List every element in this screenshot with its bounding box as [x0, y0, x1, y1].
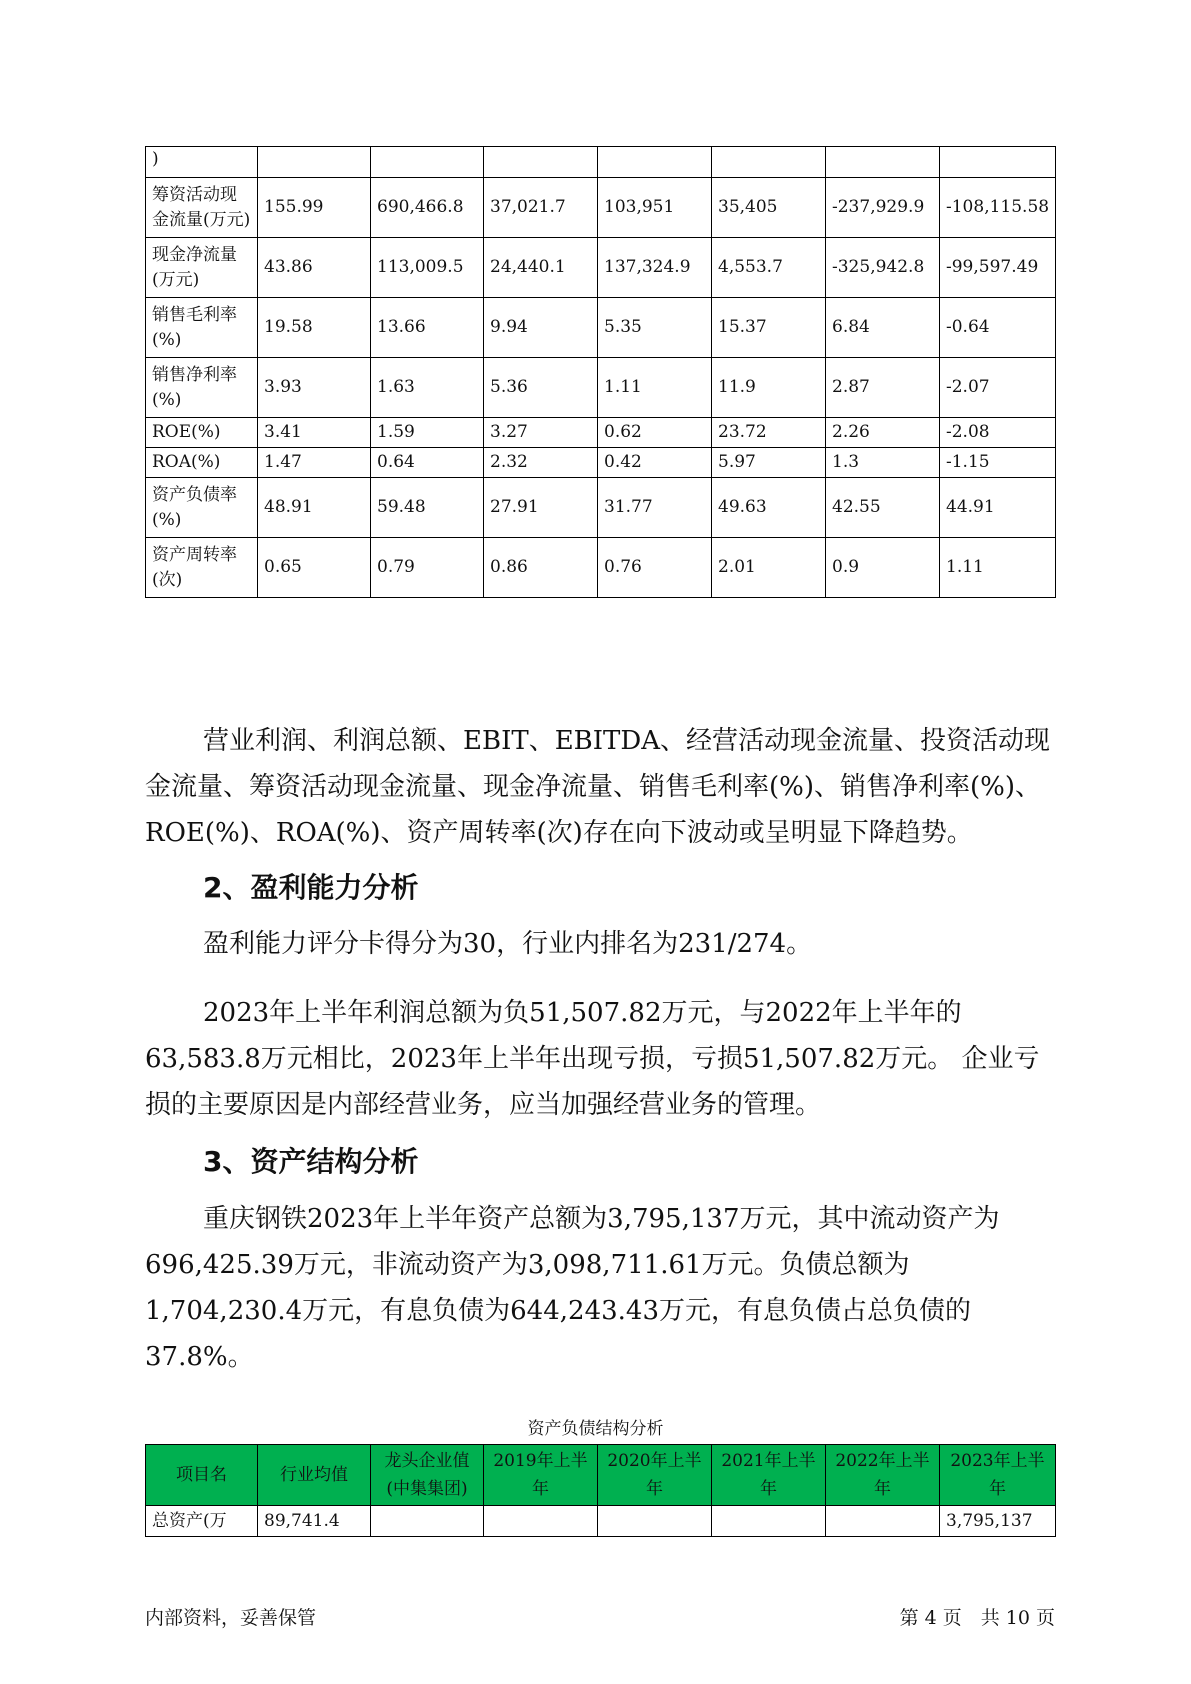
table-cell: [712, 147, 826, 178]
row-label: 总资产(万: [146, 1506, 258, 1537]
table-cell: 89,741.4: [258, 1506, 371, 1537]
table-row: [146, 298, 1056, 358]
table-cell: 103,951: [598, 178, 712, 238]
table-row: [146, 418, 1056, 448]
table-cell: 3.41: [258, 418, 371, 448]
column-header: 2023年上半年: [940, 1445, 1056, 1506]
row-label: 销售净利率(%): [146, 358, 258, 418]
table-cell: 23.72: [712, 418, 826, 448]
score-paragraph: [145, 921, 1055, 967]
table-cell: [598, 1506, 712, 1537]
table-cell: [371, 1506, 484, 1537]
table-cell: 3.27: [484, 418, 598, 448]
section-heading-asset-structure: 3、资产结构分析: [203, 1145, 419, 1178]
column-header: 龙头企业值(中集集团): [371, 1445, 484, 1506]
table-cell: 2.26: [826, 418, 940, 448]
table-cell: 155.99: [258, 178, 371, 238]
row-label: 筹资活动现金流量(万元): [146, 178, 258, 238]
column-header: 行业均值: [258, 1445, 371, 1506]
table-cell: 4,553.7: [712, 238, 826, 298]
score-text: 盈利能力评分卡得分为30，行业内排名为231/274。: [203, 929, 813, 959]
table-cell: 137,324.9: [598, 238, 712, 298]
table-cell: 5.35: [598, 298, 712, 358]
profit-text: 2023年上半年利润总额为负51,507.82万元，与2022年上半年的63,583.8万元相比，2023年上半年出现亏损，亏损51,507.82万元。 企业亏损的主要原因是内部经营业务，应当加强经营业务的管理。: [145, 998, 1040, 1120]
table-cell: 44.91: [940, 478, 1056, 538]
asset-liability-structure-table: [145, 1444, 1056, 1537]
table-cell: 2.01: [712, 538, 826, 598]
row-label: 资产周转率(次): [146, 538, 258, 598]
table-cell: 5.36: [484, 358, 598, 418]
table-row: [146, 538, 1056, 598]
table-cell: 1.63: [371, 358, 484, 418]
table-cell: [484, 147, 598, 178]
row-label: ROE(%): [146, 418, 258, 448]
table-cell: 1.59: [371, 418, 484, 448]
table-cell: [598, 147, 712, 178]
trend-paragraph: [145, 718, 1055, 856]
table-row: [146, 238, 1056, 298]
table-cell: 37,021.7: [484, 178, 598, 238]
table-row: [146, 147, 1056, 178]
row-label: 现金净流量(万元): [146, 238, 258, 298]
table-cell: 11.9: [712, 358, 826, 418]
table-row: [146, 1506, 1056, 1537]
table-row: [146, 478, 1056, 538]
profit-paragraph: [145, 990, 1055, 1128]
section-heading-profitability: 2、盈利能力分析: [203, 871, 419, 904]
table-cell: -325,942.8: [826, 238, 940, 298]
table-cell: 1.11: [598, 358, 712, 418]
table-cell: -108,115.58: [940, 178, 1056, 238]
row-label: 资产负债率(%): [146, 478, 258, 538]
table-cell: 49.63: [712, 478, 826, 538]
assets-paragraph: [145, 1196, 1055, 1380]
table-cell: 24,440.1: [484, 238, 598, 298]
table-cell: 0.9: [826, 538, 940, 598]
table-header-row: [146, 1445, 1056, 1506]
column-header: 2021年上半年: [712, 1445, 826, 1506]
table-cell: 27.91: [484, 478, 598, 538]
table-cell: 0.86: [484, 538, 598, 598]
table-cell: 2.32: [484, 448, 598, 478]
column-header: 2019年上半年: [484, 1445, 598, 1506]
row-label: 销售毛利率(%): [146, 298, 258, 358]
table-cell: 0.76: [598, 538, 712, 598]
table-cell: [258, 147, 371, 178]
financial-indicators-table: [145, 146, 1056, 598]
table-cell: 0.65: [258, 538, 371, 598]
table-cell: 0.79: [371, 538, 484, 598]
table-cell: 13.66: [371, 298, 484, 358]
assets-text: 重庆钢铁2023年上半年资产总额为3,795,137万元，其中流动资产为696,425.39万元，非流动资产为3,098,711.61万元。负债总额为1,704,230.4万元，有息负债为644,243.43万元，有息负债占总负债的37.8%。: [145, 1204, 1000, 1372]
table-cell: 9.94: [484, 298, 598, 358]
table-cell: -237,929.9: [826, 178, 940, 238]
column-header: 2022年上半年: [826, 1445, 940, 1506]
table-cell: -2.07: [940, 358, 1056, 418]
table-cell: [940, 147, 1056, 178]
table-cell: 19.58: [258, 298, 371, 358]
table-cell: 0.64: [371, 448, 484, 478]
table-cell: [826, 1506, 940, 1537]
table-cell: 59.48: [371, 478, 484, 538]
table-row: [146, 358, 1056, 418]
table-cell: 42.55: [826, 478, 940, 538]
table-cell: 15.37: [712, 298, 826, 358]
table-cell: 31.77: [598, 478, 712, 538]
table-cell: 2.87: [826, 358, 940, 418]
table-cell: 1.3: [826, 448, 940, 478]
table-cell: [712, 1506, 826, 1537]
table-cell: 0.42: [598, 448, 712, 478]
table-row: [146, 178, 1056, 238]
trend-text: 营业利润、利润总额、EBIT、EBITDA、经营活动现金流量、投资活动现金流量、筹资活动现金流量、现金净流量、销售毛利率(%)、销售净利率(%)、ROE(%)、ROA(%)、资产周转率(次)存在向下波动或呈明显下降趋势。: [145, 726, 1051, 848]
table-cell: 690,466.8: [371, 178, 484, 238]
table-cell: 5.97: [712, 448, 826, 478]
table-cell: [484, 1506, 598, 1537]
row-label: ROA(%): [146, 448, 258, 478]
table-cell: -99,597.49: [940, 238, 1056, 298]
column-header: 2020年上半年: [598, 1445, 712, 1506]
table-cell: -0.64: [940, 298, 1056, 358]
table-row: [146, 448, 1056, 478]
table-cell: 0.62: [598, 418, 712, 448]
table-cell: 1.11: [940, 538, 1056, 598]
table-cell: 35,405: [712, 178, 826, 238]
table-cell: [826, 147, 940, 178]
footer-page-number: 第 4 页 共 10 页: [899, 1607, 1055, 1629]
table-cell: 1.47: [258, 448, 371, 478]
table-cell: -2.08: [940, 418, 1056, 448]
table-cell: 43.86: [258, 238, 371, 298]
table-cell: 3,795,137: [940, 1506, 1056, 1537]
footer-confidential-note: 内部资料，妥善保管: [145, 1607, 317, 1629]
table-cell: 113,009.5: [371, 238, 484, 298]
table-cell: 6.84: [826, 298, 940, 358]
table-cell: [371, 147, 484, 178]
table-caption: 资产负债结构分析: [527, 1419, 664, 1439]
table-cell: 3.93: [258, 358, 371, 418]
table-cell: -1.15: [940, 448, 1056, 478]
row-label: ): [146, 147, 258, 178]
table-cell: 48.91: [258, 478, 371, 538]
column-header: 项目名: [146, 1445, 258, 1506]
